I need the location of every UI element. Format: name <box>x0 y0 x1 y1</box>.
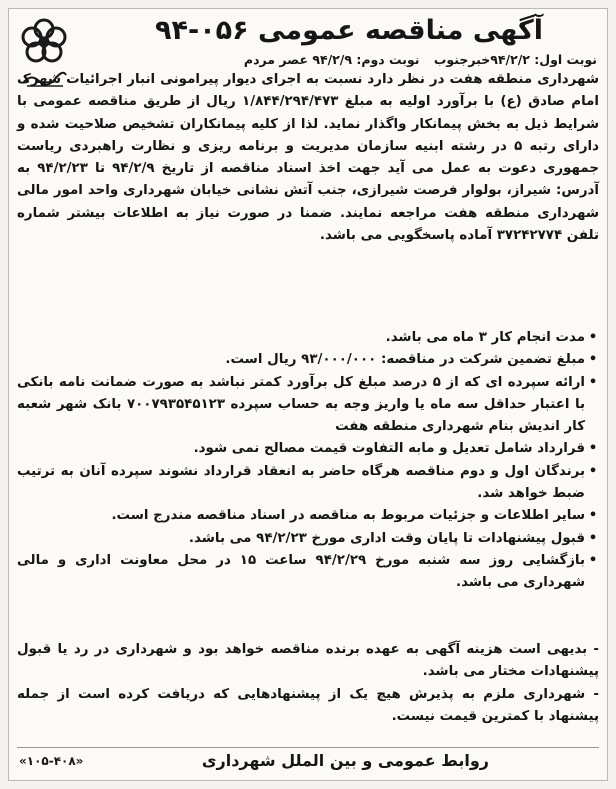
bullet-icon: • <box>588 508 598 524</box>
first-issue-date: نوبت اول: ۹۴/۲/۲خبرجنوب <box>433 52 597 67</box>
condition-text: ارائه سپرده ای که از ۵ درصد مبلغ کل برآورد کمتر نباشد به صورت ضمانت نامه بانکی با اعتبار حداقل سه ماه یا واریز وجه به حساب سپرده ۷۰۰۷۹۳۵۴۵۱۲۳ بانک شهر شعبه کار اندیش بنام شهرداری منطقه هفت <box>17 374 585 435</box>
notice-footer <box>17 747 599 774</box>
condition-text: سایر اطلاعات و جزئیات مربوط به مناقصه در اسناد مناقصه مندرج است. <box>111 508 585 524</box>
conditions-list <box>17 327 599 595</box>
condition-item <box>17 550 599 595</box>
condition-item <box>17 505 599 527</box>
condition-item <box>17 349 599 371</box>
issuer-name: روابط عمومی و بین الملل شهرداری <box>201 751 489 770</box>
condition-text: برندگان اول و دوم مناقصه هرگاه حاضر به انعقاد قرارداد نشوند سپرده آنان به ترتیب ضبط خواهد شد. <box>17 463 585 502</box>
condition-text: بازگشایی روز سه شنبه مورخ ۹۴/۲/۲۹ ساعت ۱۵ در محل معاونت اداری و مالی شهرداری می باشد. <box>17 552 585 591</box>
bullet-icon: • <box>588 552 598 568</box>
bullet-icon: • <box>588 530 598 546</box>
bullet-icon: • <box>588 330 598 345</box>
notes-section <box>17 639 599 728</box>
notice-intro-paragraph: شهرداری منطقه هفت در نظر دارد نسبت به اجرای دیوار پیرامونی انبار اجرائیات شهرک امام صادق (ع) با برآورد اولیه به مبلغ ۱/۸۴۴/۲۹۴/۴۷۳ ریال از طریق مناقصه عمومی با شرایط ذیل به بخش پیمانکار واگذار نماید. لذا از کلیه پیمانکاران تشخیص صلاحیت شده و دارای رتبه ۵ در رشته ابنیه سازمان مدیریت و برنامه ریزی و نظارت راهبردی ریاست جمهوری دعوت به عمل می آید جهت اخذ اسناد مناقصه از تاریخ ۹۴/۲/۹ تا ۹۴/۲/۲۳ به آدرس: شیراز، بولوار فرصت شیرازی، جنب آتش نشانی خیابان شهرداری واحد امور مالی شهرداری منطقه هفت مراجعه نمایند. ضمنا در صورت نیاز به اطلاعات بیشتر شماره تلفن ۳۷۲۴۲۷۷۴ آماده پاسخگویی می باشد. <box>17 72 600 244</box>
bullet-icon: • <box>588 463 598 479</box>
bullet-icon: • <box>588 352 598 368</box>
shiraz-municipality-flower-logo-icon <box>19 17 69 67</box>
condition-item <box>17 327 599 349</box>
condition-text: مبلغ تضمین شرکت در مناقصه: ۹۳/۰۰۰/۰۰۰ ریال است. <box>225 352 585 368</box>
notice-title: آگهی مناقصه عمومی ۰۵۶-۹۴ <box>155 15 543 46</box>
condition-text: قبول پیشنهادات تا پایان وقت اداری مورخ ۹۴/۲/۲۳ می باشد. <box>188 530 585 546</box>
condition-item <box>17 438 599 460</box>
bullet-icon: • <box>588 441 598 457</box>
notice-code: «۱۰۵-۴۰۸» <box>19 754 84 768</box>
tender-notice-page <box>8 8 608 781</box>
bullet-icon: • <box>588 374 598 390</box>
second-issue-date: نوبت دوم: ۹۴/۲/۹ عصر مردم <box>243 52 420 67</box>
condition-text: مدت انجام کار ۳ ماه می باشد. <box>385 330 585 345</box>
note-cost: - بدیهی است هزینه آگهی به عهده برنده مناقصه خواهد بود و شهرداری در رد یا قبول پیشنهادات مختار می باشد. <box>17 642 599 680</box>
note-acceptance: - شهرداری ملزم به پذیرش هیچ یک از پیشنهادهایی که دریافت کرده است از جمله پیشنهاد با کمترین قیمت نیست. <box>17 686 599 724</box>
publication-dates <box>75 51 597 69</box>
notice-body <box>17 69 599 247</box>
condition-item <box>17 528 599 550</box>
condition-text: قرارداد شامل تعدیل و مابه التفاوت قیمت مصالح نمی شود. <box>193 441 585 457</box>
condition-item <box>17 461 599 506</box>
condition-item <box>17 372 599 439</box>
